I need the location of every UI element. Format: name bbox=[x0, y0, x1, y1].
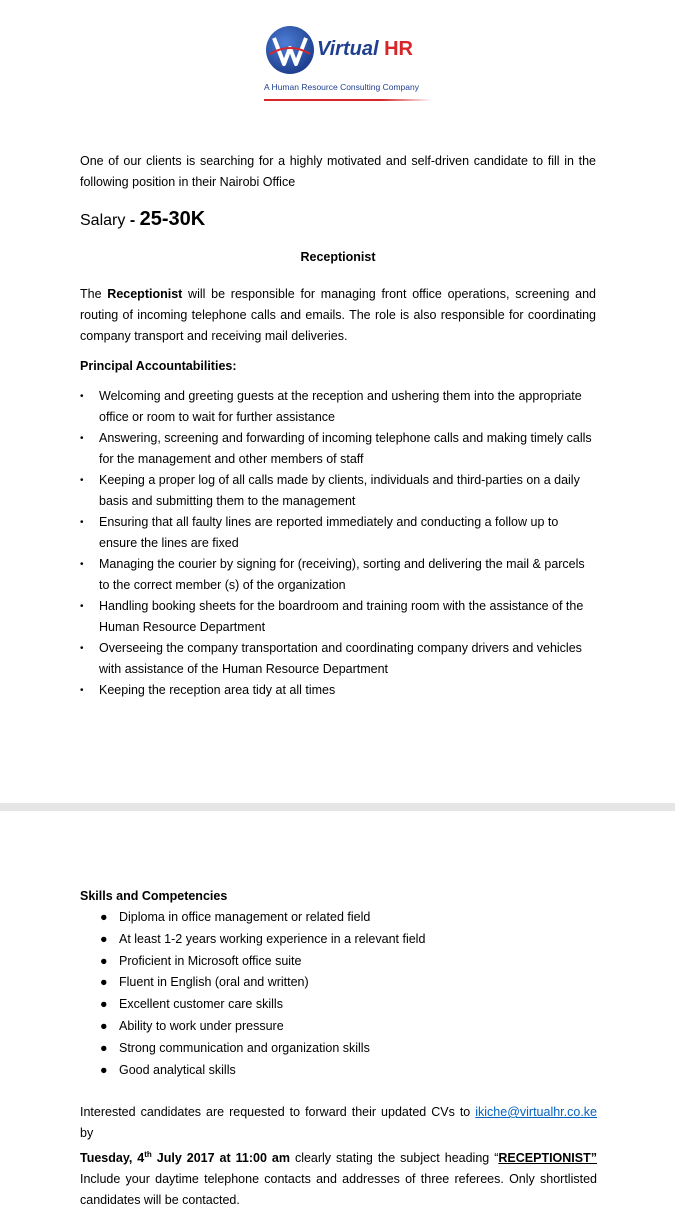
accountability-text: Keeping the reception area tidy at all times bbox=[99, 683, 336, 697]
bullet-icon: • bbox=[80, 517, 84, 528]
document-page-2 bbox=[0, 811, 675, 1208]
bullet-icon: ● bbox=[100, 975, 108, 990]
accountability-item bbox=[80, 386, 596, 428]
skill-text: Fluent in English (oral and written) bbox=[119, 975, 309, 990]
skill-text: Excellent customer care skills bbox=[119, 997, 283, 1012]
bullet-icon: ● bbox=[100, 910, 108, 924]
description-pre: The bbox=[80, 287, 108, 301]
accountability-item bbox=[80, 680, 596, 701]
accountability-item bbox=[80, 554, 596, 596]
bullet-icon: • bbox=[80, 685, 84, 696]
accountability-item bbox=[80, 596, 596, 638]
deadline-date-a: Tuesday, 4 bbox=[80, 1151, 145, 1166]
bullet-icon: ● bbox=[100, 953, 108, 968]
skill-text: Good analytical skills bbox=[119, 1062, 236, 1077]
skill-item bbox=[100, 907, 596, 929]
bullet-icon: ● bbox=[100, 1062, 108, 1077]
application-line-1 bbox=[80, 1102, 597, 1144]
deadline-date-b: July 2017 at 11:00 am bbox=[151, 1151, 290, 1166]
skill-item bbox=[100, 1016, 596, 1038]
bullet-icon: • bbox=[80, 601, 84, 612]
skill-item bbox=[100, 994, 596, 1016]
skill-text: Ability to work under pressure bbox=[119, 1018, 284, 1033]
brand-virtual: Virtual bbox=[317, 38, 379, 60]
skill-item bbox=[100, 972, 596, 994]
salary-amount: 25-30K bbox=[139, 208, 206, 230]
application-pre: Interested candidates are requested to forward their updated CVs to bbox=[80, 1105, 476, 1119]
skill-text: Diploma in office management or related field bbox=[119, 910, 371, 924]
application-instructions bbox=[80, 1102, 597, 1211]
bullet-icon: • bbox=[80, 643, 84, 654]
position-title: Receptionist bbox=[300, 250, 376, 264]
description-bold: Receptionist bbox=[107, 287, 183, 301]
skill-item bbox=[100, 951, 596, 973]
application-by: by bbox=[80, 1126, 94, 1140]
bullet-icon: • bbox=[80, 391, 84, 402]
bullet-icon: ● bbox=[100, 931, 108, 946]
skill-item bbox=[100, 929, 596, 951]
accountability-text: Keeping a proper log of all calls made by clients, individuals and third-parties on a daily basis and submitting them to the management bbox=[99, 473, 580, 508]
bullet-icon: • bbox=[80, 559, 84, 570]
salary-line bbox=[80, 208, 205, 231]
application-line-2 bbox=[80, 1144, 597, 1169]
bullet-icon: • bbox=[80, 475, 84, 486]
skill-text: At least 1-2 years working experience in a relevant field bbox=[119, 931, 426, 946]
intro-line-1: One of our clients is searching for a highly motivated and self-driven candidate to fill in the bbox=[80, 154, 596, 168]
accountability-item bbox=[80, 470, 596, 512]
accountability-text: Ensuring that all faulty lines are reported immediately and conducting a follow up to ensure the lines are fixed bbox=[99, 515, 559, 550]
bullet-icon: ● bbox=[100, 1018, 108, 1033]
skills-list bbox=[100, 907, 596, 1081]
application-mid: clearly stating the subject heading “ bbox=[289, 1151, 499, 1166]
subject-heading: RECEPTIONIST” bbox=[498, 1151, 597, 1166]
position-description bbox=[80, 284, 596, 347]
salary-label: Salary bbox=[80, 212, 126, 229]
accountability-text: Welcoming and greeting guests at the reception and ushering them into the appropriate office or room to wait for further assistance bbox=[99, 389, 582, 424]
accountability-text: Answering, screening and forwarding of incoming telephone calls and making timely calls for the management and other members of staff bbox=[99, 431, 592, 466]
company-tagline: A Human Resource Consulting Company bbox=[264, 82, 419, 92]
bullet-icon: ● bbox=[100, 997, 108, 1012]
application-line-3: Include your daytime telephone contacts and addresses of three referees. Only shortlisted bbox=[80, 1172, 597, 1187]
page-separator bbox=[0, 803, 675, 811]
salary-dash: - bbox=[129, 212, 136, 229]
bullet-icon: ● bbox=[100, 1040, 108, 1055]
bullet-icon: • bbox=[80, 433, 84, 444]
virtual-hr-logo-icon bbox=[264, 24, 316, 76]
skills-heading: Skills and Competencies bbox=[80, 889, 228, 903]
logo-underline bbox=[264, 99, 432, 101]
intro-line-2: following position in their Nairobi Office bbox=[80, 175, 296, 189]
brand-name bbox=[317, 38, 413, 61]
skill-text: Strong communication and organization skills bbox=[119, 1040, 370, 1055]
skill-item bbox=[100, 1038, 596, 1060]
accountability-text: Overseeing the company transportation and coordinating company drivers and vehicles with assistance of the Human Resource Department bbox=[99, 641, 582, 676]
skill-text: Proficient in Microsoft office suite bbox=[119, 953, 302, 968]
email-link[interactable]: ikiche@virtualhr.co.ke bbox=[475, 1105, 597, 1119]
accountability-text: Managing the courier by signing for (receiving), sorting and delivering the mail & parcels to the correct member (s) of the organization bbox=[99, 557, 585, 592]
accountabilities-list bbox=[80, 386, 596, 701]
accountability-item bbox=[80, 428, 596, 470]
description-post: will be responsible for managing front office operations, screening and routing of incoming telephone calls and emails. The role is also responsible for coordinating company transport and receiving mail deliveries. bbox=[80, 287, 596, 343]
accountability-item bbox=[80, 638, 596, 680]
skill-item bbox=[100, 1060, 596, 1082]
accountability-item bbox=[80, 512, 596, 554]
accountability-text: Handling booking sheets for the boardroom and training room with the assistance of the Human Resource Department bbox=[99, 599, 584, 634]
accountabilities-heading: Principal Accountabilities: bbox=[80, 359, 237, 373]
company-logo bbox=[264, 24, 444, 108]
brand-hr: HR bbox=[384, 38, 413, 60]
deadline-date-sup: th bbox=[144, 1150, 152, 1159]
application-line-4: candidates will be contacted. bbox=[80, 1193, 240, 1208]
